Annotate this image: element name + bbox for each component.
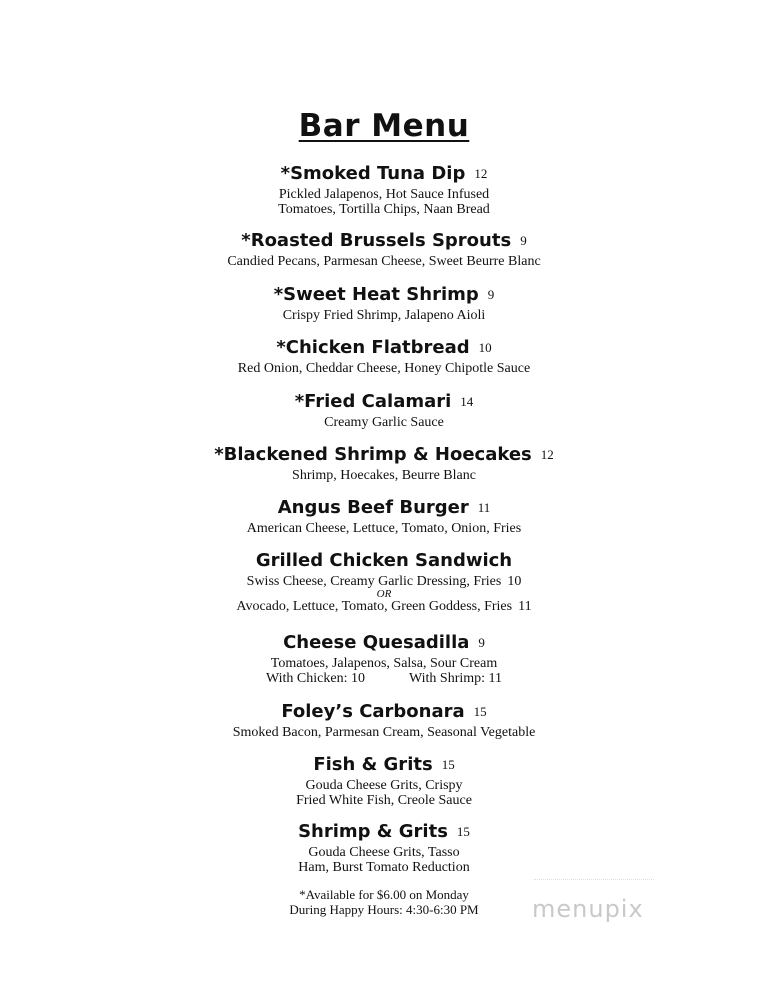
option-description: Swiss Cheese, Creamy Garlic Dressing, Fries — [246, 574, 502, 589]
option-price: 11 — [518, 599, 532, 614]
item-name: *Chicken Flatbread — [276, 337, 470, 358]
footer-line: *Available for $6.00 on Monday — [299, 887, 469, 902]
item-description: Crispy Fried Shrimp, Jalapeno Aioli — [282, 308, 486, 323]
menu-item-cheese-quesadilla — [0, 631, 768, 686]
item-option — [0, 574, 768, 589]
footer-line: During Happy Hours: 4:30-6:30 PM — [289, 902, 479, 917]
item-description: Tomatoes, Tortilla Chips, Naan Bread — [278, 202, 490, 217]
item-name: *Sweet Heat Shrimp — [273, 284, 479, 305]
item-name: Angus Beef Burger — [277, 497, 469, 518]
item-description: Shrimp, Hoecakes, Beurre Blanc — [292, 468, 476, 483]
menu-item-shrimp-grits — [0, 820, 768, 875]
item-description: Ham, Burst Tomato Reduction — [298, 860, 470, 875]
item-price: 10 — [478, 340, 492, 355]
item-description: Gouda Cheese Grits, Crispy — [305, 778, 463, 793]
addon-shrimp: With Shrimp: 11 — [408, 671, 502, 686]
item-price: 14 — [460, 394, 474, 409]
menu-item-chicken-flatbread — [0, 336, 768, 376]
menu-title: Bar Menu — [298, 108, 470, 144]
item-description: Fried White Fish, Creole Sauce — [296, 793, 472, 808]
item-description: Smoked Bacon, Parmesan Cream, Seasonal Vegetable — [232, 725, 536, 740]
item-price: 12 — [474, 166, 488, 181]
watermark-dots — [534, 879, 654, 886]
item-description: Tomatoes, Jalapenos, Salsa, Sour Cream — [270, 656, 498, 671]
item-description: Gouda Cheese Grits, Tasso — [308, 845, 460, 860]
menu-item-angus-beef-burger — [0, 496, 768, 536]
item-price: 12 — [540, 447, 554, 462]
item-price: 15 — [456, 824, 470, 839]
item-description: Creamy Garlic Sauce — [324, 415, 444, 430]
item-description: Pickled Jalapenos, Hot Sauce Infused — [278, 187, 490, 202]
menu-item-fried-calamari — [0, 390, 768, 430]
item-name: *Blackened Shrimp & Hoecakes — [214, 444, 532, 465]
item-description: American Cheese, Lettuce, Tomato, Onion, Fries — [246, 521, 522, 536]
addon-chicken: With Chicken: 10 — [265, 671, 365, 686]
menu-item-grilled-chicken-sandwich — [0, 549, 768, 614]
menupix-watermark: menupix — [532, 895, 644, 923]
item-name: Foley’s Carbonara — [281, 701, 465, 722]
or-separator: OR — [376, 588, 392, 600]
menu-item-fish-grits — [0, 753, 768, 808]
item-description: Candied Pecans, Parmesan Cheese, Sweet Beurre Blanc — [227, 254, 541, 269]
item-price: 9 — [478, 635, 485, 650]
happy-hour-note — [0, 887, 768, 917]
item-price: 11 — [477, 500, 491, 515]
item-option — [0, 599, 768, 614]
item-name: *Fried Calamari — [294, 391, 452, 412]
item-price: 15 — [473, 704, 487, 719]
item-name: Fish & Grits — [313, 754, 433, 775]
item-price: 15 — [441, 757, 455, 772]
option-description: Avocado, Lettuce, Tomato, Green Goddess, Fries — [236, 599, 513, 614]
item-addons — [0, 671, 768, 686]
item-price: 9 — [487, 287, 495, 302]
item-price: 9 — [520, 233, 527, 248]
item-name: *Smoked Tuna Dip — [280, 163, 466, 184]
menu-item-sweet-heat-shrimp — [0, 283, 768, 323]
menu-item-smoked-tuna-dip — [0, 162, 768, 217]
item-name: Cheese Quesadilla — [283, 632, 470, 653]
item-name: Grilled Chicken Sandwich — [255, 550, 513, 571]
menu-item-blackened-shrimp-hoecakes — [0, 443, 768, 483]
item-name: *Roasted Brussels Sprouts — [241, 230, 512, 251]
menu-item-roasted-brussels-sprouts — [0, 229, 768, 269]
menu-item-foleys-carbonara — [0, 700, 768, 740]
option-price: 10 — [507, 574, 522, 589]
item-name: Shrimp & Grits — [298, 821, 448, 842]
item-description: Red Onion, Cheddar Cheese, Honey Chipotle Sauce — [237, 361, 531, 376]
